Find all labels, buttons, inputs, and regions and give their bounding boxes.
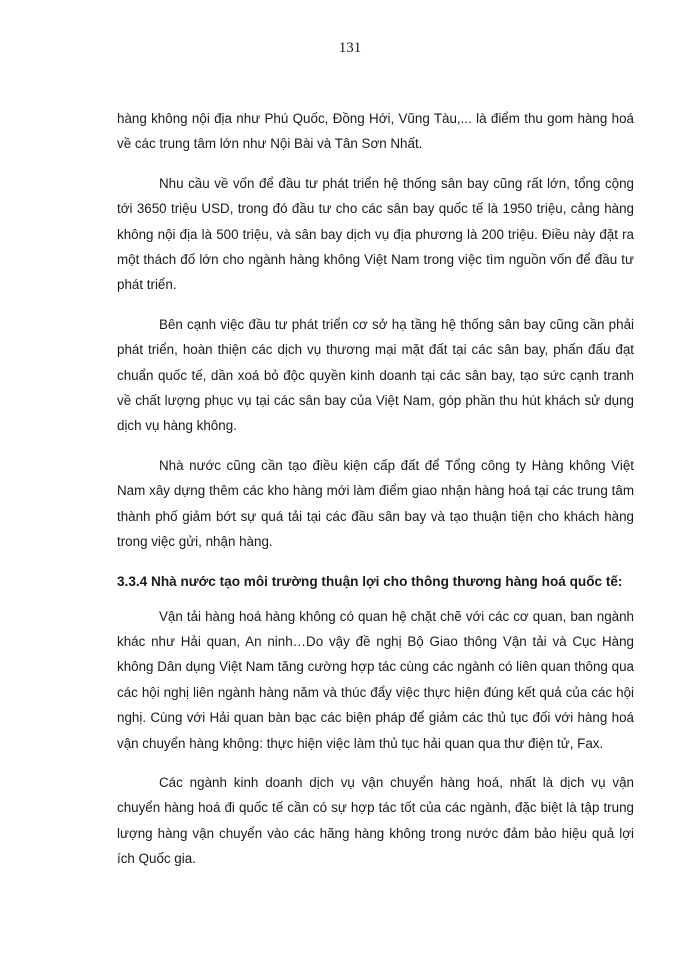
page-number: 131	[338, 40, 362, 56]
paragraph: Nhà nước cũng cần tạo điều kiện cấp đất để Tổng công ty Hàng không Việt Nam xây dựng thêm các kho hàng mới làm điểm giao nhận hàng hoá tại các trung tâm thành phố giảm bớt sự quá tải tại các đầu sân bay và tạo thuận tiện cho khách hàng trong việc gửi, nhận hàng.	[117, 457, 634, 550]
paragraph: Nhu cầu về vốn để đầu tư phát triển hệ thống sân bay cũng rất lớn, tổng cộng tới 3650 triệu USD, trong đó đầu tư cho các sân bay quốc tế là 1950 triệu, cảng hàng không nội địa là 500 triệu, và sân bay dịch vụ địa phương là 200 triệu. Điều này đặt ra một thách đố lớn cho ngành hàng không Việt Nam trong việc tìm nguồn vốn để đầu tư phát triển.	[117, 175, 634, 293]
paragraph: Các ngành kinh doanh dịch vụ vận chuyển hàng hoá, nhất là dịch vụ vận chuyển hàng hoá đi quốc tế cần có sự hợp tác tốt của các ngành, đặc biệt là tập trung lượng hàng vận chuyển vào các hãng hàng không trong nước đảm bảo hiệu quả lợi ích Quốc gia.	[117, 774, 634, 867]
section-heading: 3.3.4 Nhà nước tạo môi trường thuận lợi cho thông thương hàng hoá quốc tế:	[117, 573, 623, 589]
paragraph: Bên cạnh việc đầu tư phát triển cơ sở hạ tầng hệ thống sân bay cũng cần phải phát triển, hoàn thiện các dịch vụ thương mại mặt đất tại các sân bay, phấn đấu đạt chuẩn quốc tế, dần xoá bỏ độc quyền kinh doanh tại các sân bay, tạo sức cạnh tranh về chất lượng phục vụ tại các sân bay của Việt Nam, góp phần thu hút khách sử dụng dịch vụ hàng không.	[117, 316, 634, 434]
paragraph: Vận tải hàng hoá hàng không có quan hệ chặt chẽ với các cơ quan, ban ngành khác như Hải quan, An ninh…Do vậy đề nghị Bộ Giao thông Vận tải và Cục Hàng không Dân dụng Việt Nam tăng cường hợp tác cùng các ngành có liên quan thông qua các hội nghị liên ngành hàng năm và thúc đẩy việc thực hiện đúng kết quả của các hội nghị. Cùng với Hải quan bàn bạc các biện pháp để giảm các thủ tục đối với hàng hoá vận chuyển hàng không: thực hiện việc làm thủ tục hải quan qua thư điện tử, Fax.	[117, 608, 634, 751]
paragraph: hàng không nội địa như Phú Quốc, Đồng Hới, Vũng Tàu,... là điểm thu gom hàng hoá về các trung tâm lớn như Nội Bài và Tân Sơn Nhất.	[117, 111, 634, 152]
document-body	[117, 106, 634, 886]
